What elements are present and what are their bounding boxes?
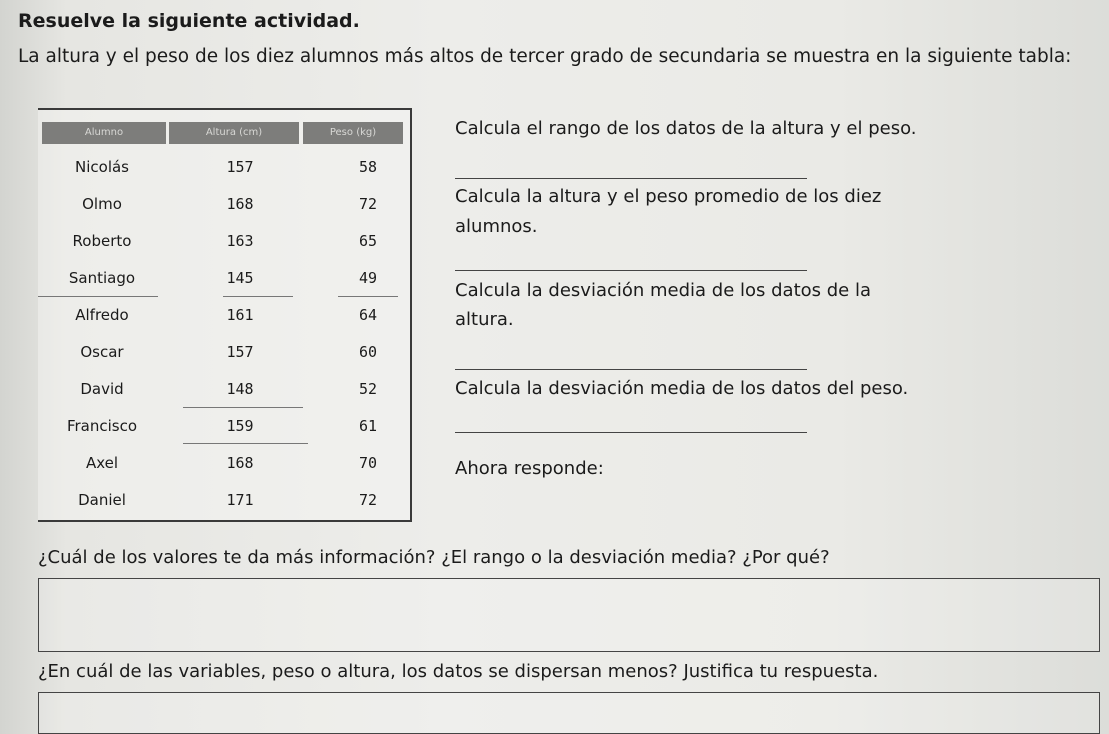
question-deviation-height-line1: Calcula la desviación media de los datos de la [455,280,872,301]
table-row [38,263,410,299]
student-name: David [80,380,124,398]
answer-line[interactable] [455,369,807,370]
table-row [38,337,410,373]
table-row [38,226,410,262]
table-rule [183,443,308,444]
table-row [38,411,410,447]
question-deviation-weight: Calcula la desviación media de los datos del peso. [455,378,909,399]
student-name: Santiago [68,269,136,287]
data-table [38,108,412,522]
student-height: 171 [226,491,254,509]
table-rule [38,296,158,297]
student-weight: 72 [358,491,378,509]
student-name: Nicolás [75,158,129,176]
answer-line[interactable] [455,432,807,433]
intro-text: La altura y el peso de los diez alumnos más altos de tercer grado de secundaria se muestra en la siguiente tabla: [18,46,1072,67]
question-range: Calcula el rango de los datos de la altura y el peso. [455,118,917,139]
student-weight: 65 [358,232,378,250]
student-name: Olmo [82,195,122,213]
table-row [38,152,410,188]
header-height: Altura (cm) [169,122,299,144]
table-row [38,189,410,225]
activity-title: Resuelve la siguiente actividad. [18,10,360,32]
question-dispersion: ¿En cuál de las variables, peso o altura, los datos se dispersan menos? Justifica tu respuesta. [38,661,879,682]
student-weight: 52 [358,380,378,398]
question-average-line2: alumnos. [455,216,538,237]
table-row [38,300,410,336]
student-name: Axel [85,454,119,472]
answer-box[interactable] [38,692,1100,734]
student-weight: 58 [358,158,378,176]
student-weight: 70 [358,454,378,472]
header-weight: Peso (kg) [303,122,403,144]
student-weight: 49 [358,269,378,287]
table-rule [223,296,293,297]
question-deviation-height-line2: altura. [455,309,514,330]
answer-line[interactable] [455,178,807,179]
student-height: 157 [226,158,254,176]
student-weight: 72 [358,195,378,213]
student-height: 161 [226,306,254,324]
student-name: Oscar [80,343,124,361]
student-name: Alfredo [75,306,129,324]
student-height: 163 [226,232,254,250]
question-information: ¿Cuál de los valores te da más información? ¿El rango o la desviación media? ¿Por qué? [38,547,830,568]
answer-line[interactable] [455,270,807,271]
student-height: 168 [226,195,254,213]
student-weight: 61 [358,417,378,435]
student-height: 168 [226,454,254,472]
student-weight: 64 [358,306,378,324]
student-name: Roberto [72,232,132,250]
table-row [38,448,410,484]
question-average-line1: Calcula la altura y el peso promedio de los diez [455,186,882,207]
answer-box[interactable] [38,578,1100,652]
now-respond-label: Ahora responde: [455,458,604,479]
student-name: Francisco [66,417,138,435]
table-rule [338,296,398,297]
student-height: 145 [226,269,254,287]
student-height: 157 [226,343,254,361]
student-height: 148 [226,380,254,398]
table-rule [183,407,303,408]
student-weight: 60 [358,343,378,361]
table-row [38,374,410,410]
table-row [38,485,410,521]
student-name: Daniel [78,491,126,509]
header-student: Alumno [42,122,166,144]
student-height: 159 [226,417,254,435]
